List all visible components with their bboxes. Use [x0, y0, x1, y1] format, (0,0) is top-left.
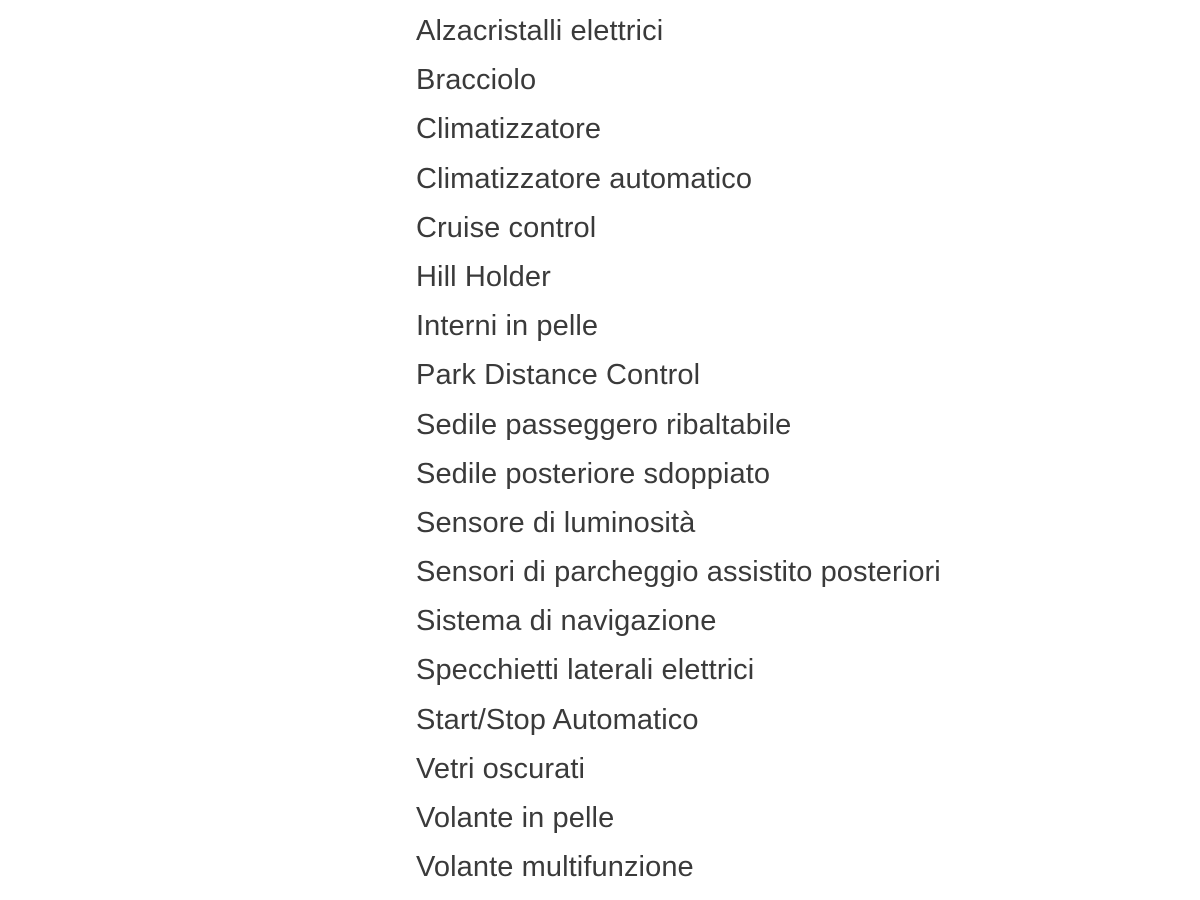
list-item: Volante in pelle	[416, 802, 615, 834]
list-item: Sedile passeggero ribaltabile	[416, 408, 792, 441]
list-item: Sensori di parcheggio assistito posteriori	[416, 556, 941, 589]
list-item: Vetri oscurati	[416, 752, 586, 785]
list-item: Climatizzatore automatico	[416, 162, 753, 195]
list-item: Specchietti laterali elettrici	[416, 654, 755, 687]
list-item: Sensore di luminosità	[416, 506, 696, 539]
list-item: Bracciolo	[416, 64, 537, 97]
list-item: Sistema di navigazione	[416, 605, 717, 638]
list-item: Cruise control	[416, 211, 597, 244]
feature-list	[416, 7, 941, 892]
list-item: Hill Holder	[416, 260, 551, 293]
list-item: Alzacristalli elettrici	[416, 15, 664, 47]
list-item: Sedile posteriore sdoppiato	[416, 457, 771, 490]
list-item: Interni in pelle	[416, 310, 599, 343]
list-item: Start/Stop Automatico	[416, 703, 699, 736]
list-item: Climatizzatore	[416, 113, 602, 146]
list-item: Park Distance Control	[416, 359, 701, 392]
list-item: Volante multifunzione	[416, 851, 694, 884]
